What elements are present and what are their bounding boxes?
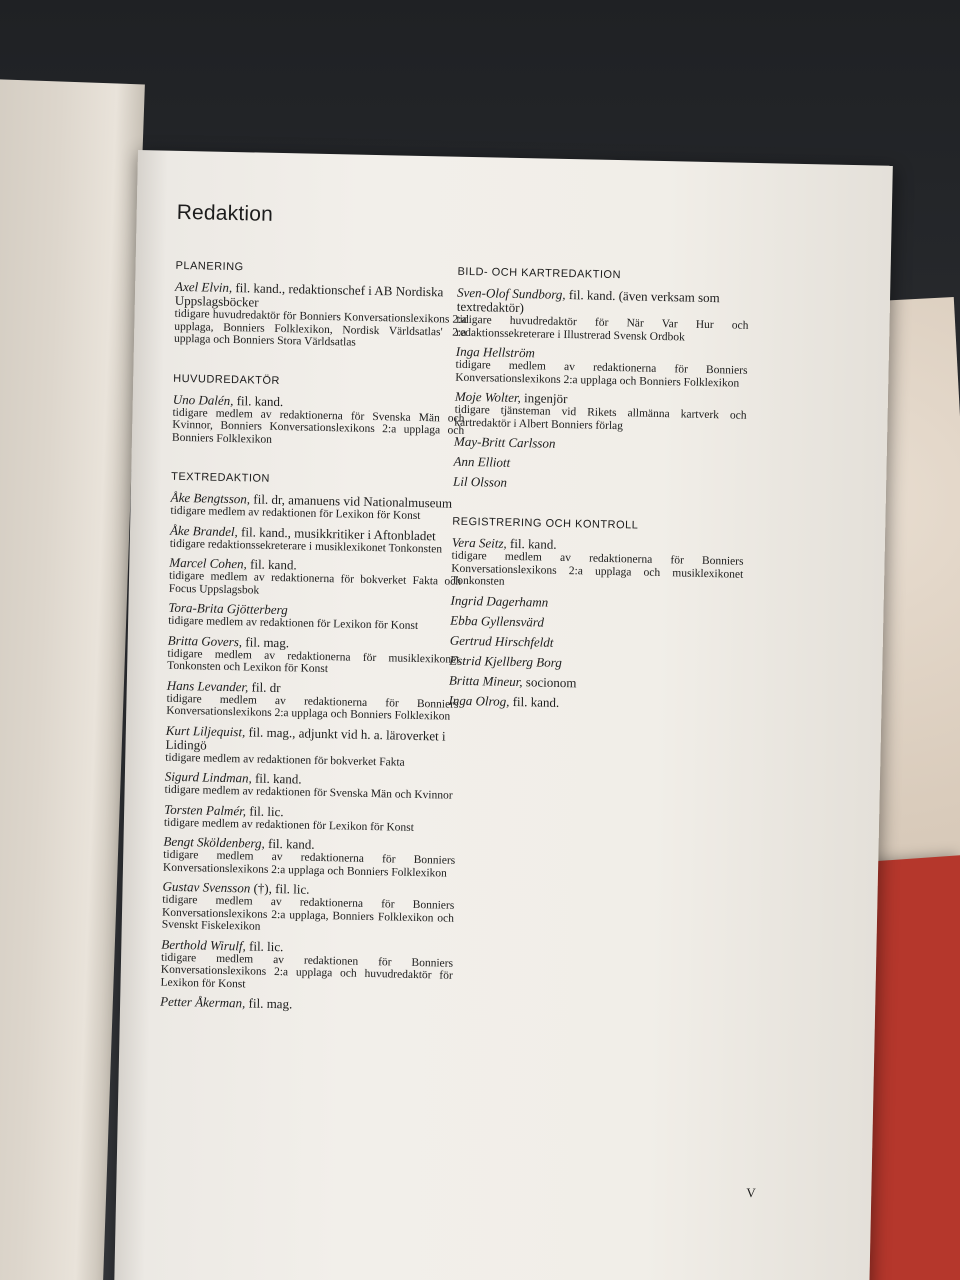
staff-description: tidigare medlem av redaktionen för Lexikon för Konst <box>168 614 419 632</box>
staff-entry <box>450 633 742 653</box>
staff-title: fil. kand., musikkritiker i Aftonbladet <box>237 523 436 543</box>
staff-entry <box>172 392 465 450</box>
staff-description: tidigare medlem av redaktionerna för Bonniers Konversationslexikons 2:a upplaga och Bonniers Folklexikon <box>166 692 459 723</box>
staff-title: socionom <box>522 673 577 690</box>
staff-name: Åke Bengtsson, <box>170 489 251 507</box>
section-heading: PLANERING <box>175 259 244 274</box>
staff-name: Britta Mineur, <box>448 672 523 689</box>
staff-entry <box>453 475 745 495</box>
staff-line <box>450 613 742 633</box>
staff-entry <box>168 601 460 634</box>
staff-title: fil. kand., redaktionschef i AB Nordiska Uppslagsböcker <box>174 280 444 310</box>
staff-name: Hans Levander, <box>166 677 249 694</box>
staff-title: fil. dr, amanuens vid Nationalmuseum <box>249 491 453 511</box>
right-column <box>448 265 750 740</box>
staff-line <box>160 995 452 1015</box>
staff-line <box>453 455 745 475</box>
staff-entry <box>449 653 741 673</box>
staff-entry <box>164 802 456 835</box>
staff-title: fil. kand. <box>264 835 315 852</box>
staff-description: tidigare medlem av redaktionen för bokverket Fakta <box>165 751 405 769</box>
staff-description: tidigare medlem av redaktionen för Lexikon för Konst <box>170 504 421 522</box>
staff-name: Ebba Gyllensvärd <box>450 612 545 630</box>
staff-entry <box>163 835 456 880</box>
staff-description: tidigare medlem av redaktionerna för musiklexikonet Tonkonsten och Lexikon för Konst <box>167 647 460 676</box>
staff-entry <box>166 678 459 723</box>
staff-name: Ann Elliott <box>453 453 511 470</box>
staff-entry <box>164 770 456 803</box>
staff-name: Sigurd Lindman, <box>164 768 252 786</box>
page-number: V <box>746 1184 756 1201</box>
staff-name: Kurt Liljequist, <box>165 722 246 739</box>
staff-description: tidigare huvudredaktör för Bonniers Konversationslexikons 2:a upplaga, Bonniers Folklexikon, Nordisk Världsatlas' 2:a upplaga och Bonniers Stora Världsatlas <box>173 307 467 349</box>
staff-name: Petter Åkerman, <box>160 993 246 1011</box>
section-heading: BILD- OCH KARTREDAKTION <box>457 265 622 282</box>
staff-entry <box>454 435 746 455</box>
staff-name: Sven-Olof Sundborg, <box>456 284 566 302</box>
staff-entry <box>160 937 453 995</box>
staff-entry <box>160 995 452 1015</box>
staff-name: Tora-Brita Gjötterberg <box>168 599 288 618</box>
staff-entry <box>455 345 748 390</box>
staff-description: tidigare medlem av redaktionerna för Svenska Män och Kvinnor, Bonniers Konversationslexikons 2:a upplaga och Bonniers Folklexikon <box>171 406 465 446</box>
staff-title: fil. mag., adjunkt vid h. a. läroverket i Lidingö <box>165 723 446 753</box>
staff-entry <box>450 613 742 633</box>
staff-description: tidigare medlem av redaktionen för Svenska Män och Kvinnor <box>164 783 453 802</box>
staff-title: fil. mag. <box>245 995 293 1012</box>
staff-description: tidigare redaktionssekreterare i musiklexikonet Tonkonsten <box>169 537 443 555</box>
staff-description: tidigare medlem av redaktionerna för bokverket Fakta och Focus Uppslagsbok <box>168 569 462 597</box>
staff-entry <box>454 390 747 435</box>
staff-entry <box>170 523 462 556</box>
staff-line <box>450 593 742 613</box>
staff-title: fil. kand. (även verksam som textredaktör) <box>456 286 720 316</box>
staff-line <box>448 693 740 713</box>
staff-name: Moje Wolter, <box>454 388 522 406</box>
staff-entry <box>162 880 455 938</box>
staff-name: Gustav Svensson <box>162 878 251 896</box>
staff-entry <box>449 673 741 693</box>
staff-title: fil. mag. <box>241 633 290 650</box>
staff-entry <box>174 280 467 352</box>
staff-name: Bengt Sköldenberg, <box>163 833 265 851</box>
staff-line <box>453 475 745 495</box>
section-heading: HUVUDREDAKTÖR <box>173 372 281 387</box>
staff-description: tidigare tjänsteman vid Rikets allmänna kartverk och kartredaktör i Albert Bonniers förlag <box>454 403 747 432</box>
page-title: Redaktion <box>176 200 274 226</box>
staff-title: ingenjör <box>520 390 568 407</box>
staff-title: fil. dr <box>248 678 281 695</box>
staff-name: Estrid Kjellberg Borg <box>449 652 562 670</box>
staff-name: Britta Govers, <box>167 632 243 649</box>
staff-name: Torsten Palmér, <box>164 801 247 818</box>
staff-description: tidigare medlem av redaktionerna för Bonniers Konversationslexikons 2:a upplaga, Bonniers Folklexikon och Svenskt Fiskelexikon <box>161 893 455 933</box>
staff-description: tidigare huvudredaktör för När Var Hur och redaktionssekreterare i Illustrerad Svensk Ordbok <box>456 313 749 343</box>
staff-title: (†), fil. lic. <box>250 880 310 897</box>
staff-name: Berthold Wirulf, <box>161 936 247 953</box>
staff-name: Inga Hellström <box>455 343 536 361</box>
staff-description: tidigare medlem av redaktionerna för Bonniers Konversationslexikons 2:a upplaga och musiklexikonet Tonkonsten <box>450 549 744 588</box>
staff-title: fil. lic. <box>245 802 284 819</box>
staff-line <box>454 435 746 455</box>
staff-name: Axel Elvin, <box>174 278 233 296</box>
staff-line <box>449 673 741 693</box>
staff-name: Uno Dalén, <box>172 391 234 408</box>
staff-entry <box>451 536 744 594</box>
book-page <box>114 150 893 1280</box>
left-column <box>159 259 467 1041</box>
staff-entry <box>450 593 742 613</box>
section <box>448 515 744 714</box>
staff-title: fil. lic. <box>245 937 284 954</box>
staff-name: Lil Olsson <box>452 473 508 490</box>
staff-line <box>450 633 742 653</box>
staff-entry <box>448 693 740 713</box>
staff-entry <box>165 723 458 770</box>
staff-entry <box>170 491 462 524</box>
staff-title: fil. kand. <box>246 556 297 573</box>
section <box>453 265 750 495</box>
staff-name: Gertrud Hirschfeldt <box>449 632 554 650</box>
staff-description: tidigare medlem av redaktionen för Bonniers Konversationslexikons 2:a upplaga och huvudredaktör för Lexikon för Konst <box>160 951 454 990</box>
staff-entry <box>167 633 460 678</box>
staff-line <box>449 653 741 673</box>
section-heading: TEXTREDAKTION <box>171 470 271 485</box>
staff-description: tidigare medlem av redaktionerna för Bonniers Konversationslexikons 2:a upplaga och Bonniers Folklexikon <box>162 848 456 880</box>
staff-entry <box>169 556 462 601</box>
staff-name: Inga Olrog, <box>448 692 510 709</box>
staff-name: Vera Seitz, <box>451 534 507 551</box>
section-heading: REGISTRERING OCH KONTROLL <box>452 515 639 532</box>
staff-name: Marcel Cohen, <box>169 554 248 572</box>
staff-name: May-Britt Carlsson <box>453 433 556 451</box>
staff-entry <box>456 286 749 345</box>
staff-name: Ingrid Dagerhamn <box>450 592 549 610</box>
staff-title: fil. kand. <box>233 392 284 409</box>
staff-description: tidigare medlem av redaktionerna för Bonniers Konversationslexikons 2:a upplaga och Bonniers Folklexikon <box>455 358 748 390</box>
staff-name: Åke Brandel, <box>169 522 239 539</box>
staff-title: fil. kand. <box>509 693 560 710</box>
staff-description: tidigare medlem av redaktionen för Lexikon för Konst <box>163 816 415 834</box>
staff-title: fil. kand. <box>506 535 557 552</box>
section <box>174 259 468 352</box>
staff-entry <box>453 455 745 475</box>
staff-title: fil. kand. <box>251 770 302 787</box>
section <box>172 371 465 450</box>
section <box>160 470 463 1015</box>
